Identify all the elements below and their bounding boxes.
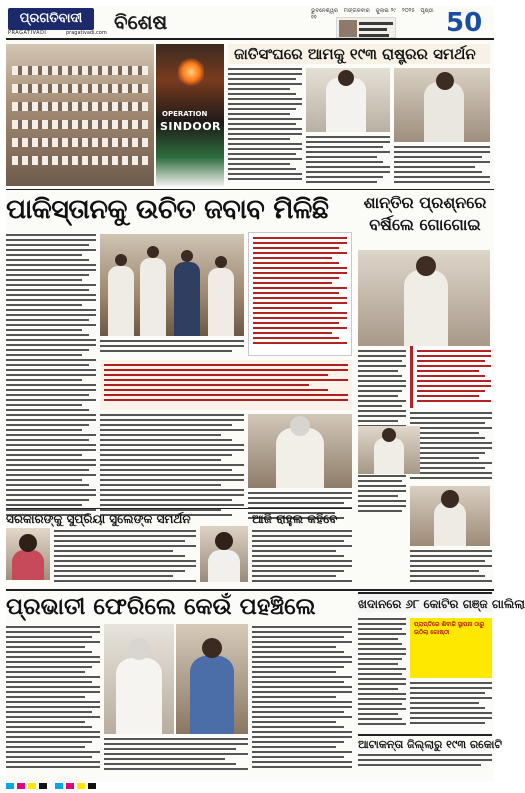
photo-caption: [100, 340, 244, 358]
page-number: ପୃଷ୍ଠା ୧୧: [311, 8, 434, 21]
explosion-graphic: [178, 58, 204, 86]
rahul-gandhi-photo: [200, 526, 248, 582]
article-text: [100, 414, 244, 522]
supriya-headline[interactable]: ସରକାରଙ୍କୁ ସୁପ୍ରିୟା ସୁଲେଙ୍କ ସମର୍ଥନ: [6, 512, 191, 526]
minister-photo: [176, 624, 248, 734]
newspaper-logo[interactable]: ପ୍ରଗତିବାଦୀ: [8, 8, 94, 30]
red-highlight-text: [100, 360, 352, 410]
yellow-highlight-box: ପ୍ରାପ୍ତିରେ ଶିବାଜି ସ୍ଥାପନା ଠାରୁ ଉଠିଲା ଗୋଷ୍ଠୀ: [410, 618, 492, 678]
date-date: ଜୁଲାଇ ୨୯: [375, 8, 397, 14]
main-headline[interactable]: ପାକିସ୍ତାନକୁ ଉଚିତ ଜବାବ ମିଳିଛି: [6, 194, 329, 225]
supriya-sule-photo: [6, 528, 50, 580]
rajnath-photo: [248, 414, 352, 488]
date-city: ଭୁବନେଶ୍ୱର: [311, 8, 339, 14]
section-title: ବିଶେଷ: [114, 10, 168, 34]
date-day: ମଙ୍ଗଳବାର: [343, 8, 370, 14]
side-headline[interactable]: ଶାନ୍ତିର ପ୍ରଶ୍ନରେ ବର୍ଷିଲେ ଗୋଗୋଇ: [363, 193, 487, 234]
newspaper-page: [6, 6, 525, 782]
operation-label: OPERATION: [162, 110, 208, 118]
site-url[interactable]: pragativadi.com: [66, 30, 107, 36]
article-text: [358, 754, 492, 772]
article-text: [394, 146, 490, 186]
dateline: [311, 8, 443, 21]
anniversary-number: 50: [446, 8, 483, 38]
article-text: [104, 738, 248, 772]
speaker-photo: [394, 68, 490, 142]
top-headline[interactable]: ଜାତିସଂଘରେ ଆମକୁ ୧୯୩ ରାଷ୍ଟ୍ରର ସମର୍ଥନ: [228, 44, 490, 64]
bottom-headline[interactable]: ପ୍ରଭାତୀ ଫେରିଲେ କେଉଁ ପହଞ୍ଚିଲେ: [6, 594, 316, 620]
mining-headline[interactable]: ଖଦାନରେ ୬୮ କୋଟିର ଗଞ୍ଜ ଗାଲିଲା: [358, 592, 492, 612]
anniversary-logo: [446, 8, 492, 38]
gogoi-speaking-photo: [358, 250, 490, 346]
operation-sindoor-graphic: [156, 44, 224, 186]
article-text: [358, 618, 406, 730]
speaker-photo: [306, 68, 390, 132]
ministers-photo: [100, 234, 244, 336]
article-text: [6, 234, 96, 522]
date-year: ୨୦୨୫: [401, 8, 415, 14]
mp-photo: [410, 486, 490, 546]
highlight-box: [410, 346, 492, 408]
promo-box[interactable]: [336, 17, 396, 38]
sindoor-label: SINDOOR: [160, 120, 222, 133]
masthead: [6, 6, 494, 40]
article-text: [410, 550, 492, 586]
modi-photo: [104, 624, 174, 734]
rahul-headline[interactable]: ଆଜି ରାହୁଲ କହିବେ: [252, 512, 338, 526]
bottom-right-headline[interactable]: ଆଟାକନ୍ତା ଜିଲ୍ଲାରୁ ୧୯୩ ରକୋଟି: [358, 734, 492, 752]
parliament-photo: [6, 44, 154, 186]
logo-subtitle: PRAGATIVADI: [8, 30, 47, 36]
pull-quote-box: [248, 232, 352, 356]
article-text: [54, 530, 196, 586]
mp-photo: [358, 426, 420, 474]
article-text: [410, 682, 492, 730]
article-text: [228, 68, 302, 186]
article-text: [252, 626, 352, 772]
article-text: [6, 626, 100, 772]
article-text: [306, 136, 390, 186]
color-registration-marks: [6, 774, 494, 782]
article-text: [410, 412, 492, 482]
promo-photo: [339, 20, 357, 37]
article-text: [252, 530, 352, 586]
